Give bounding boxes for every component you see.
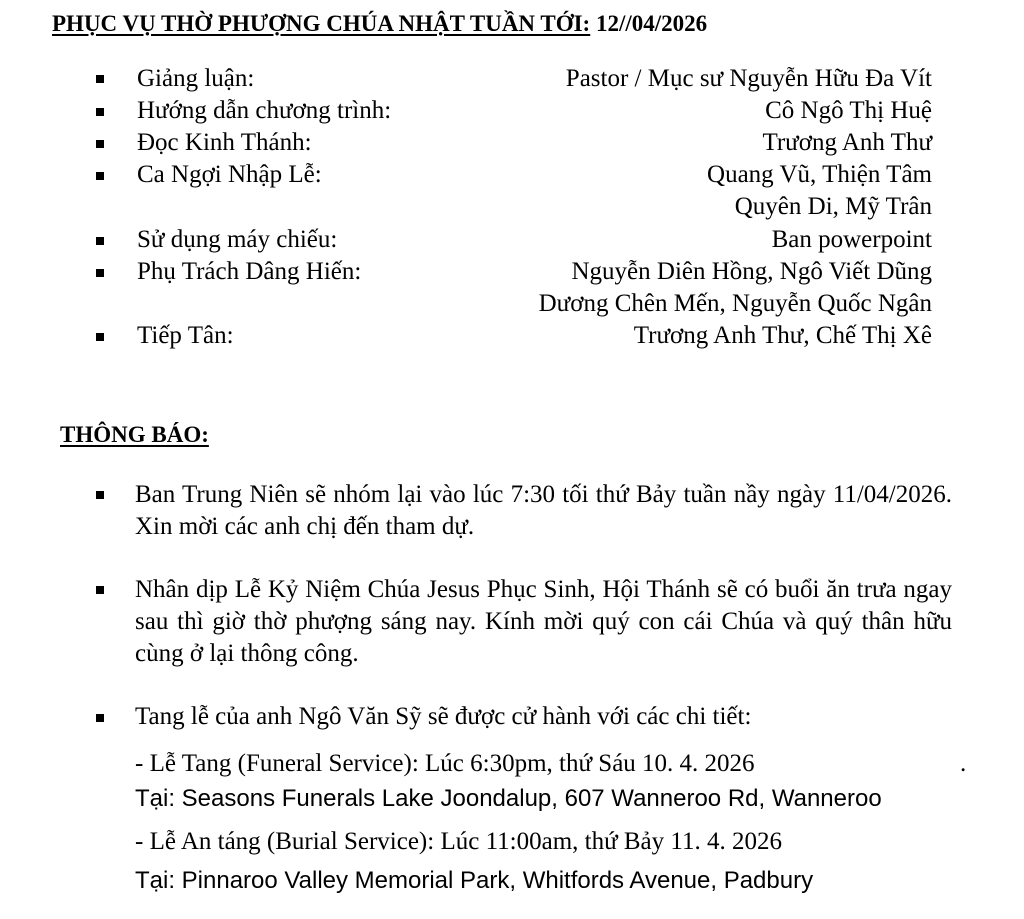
service-heading-label: PHỤC VỤ THỜ PHƯỢNG CHÚA NHẬT TUẦN TỚI: bbox=[52, 11, 591, 36]
burial-service-place: Tại: Pinnaroo Valley Memorial Park, Whitfords Avenue, Padbury bbox=[135, 867, 814, 894]
role-value: Dương Chên Mến, Nguyễn Quốc Ngân bbox=[538, 290, 932, 317]
role-value: Cô Ngô Thị Huệ bbox=[765, 97, 932, 124]
role-value: Trương Anh Thư, Chế Thị Xê bbox=[633, 322, 932, 349]
announcements-heading-label: THÔNG BÁO: bbox=[60, 422, 209, 447]
bullet-icon bbox=[96, 714, 104, 722]
funeral-service-trailing: . bbox=[960, 750, 967, 777]
bullet-icon bbox=[96, 333, 104, 341]
role-label: Ca Ngợi Nhập Lễ: bbox=[137, 161, 322, 188]
announcement-item: Ban Trung Niên sẽ nhóm lại vào lúc 7:30 tối thứ Bảy tuần nầy ngày 11/04/2026. Xin mời các anh chị đến tham dự. bbox=[135, 481, 952, 540]
role-value: Pastor / Mục sư Nguyễn Hữu Đa Vít bbox=[565, 65, 932, 92]
funeral-service-line: - Lễ Tang (Funeral Service): Lúc 6:30pm, thứ Sáu 10. 4. 2026 bbox=[135, 750, 755, 777]
role-label: Giảng luận: bbox=[137, 65, 255, 92]
bullet-icon bbox=[96, 586, 104, 594]
role-value: Ban powerpoint bbox=[771, 226, 932, 253]
announcement-item: Tang lễ của anh Ngô Văn Sỹ sẽ được cử hành với các chi tiết: bbox=[135, 703, 752, 730]
bullet-icon bbox=[96, 140, 104, 148]
bullet-icon bbox=[96, 269, 104, 277]
role-value: Nguyễn Diên Hồng, Ngô Viết Dũng bbox=[571, 258, 932, 285]
announcement-item: Nhân dịp Lễ Kỷ Niệm Chúa Jesus Phục Sinh, Hội Thánh sẽ có buổi ăn trưa ngay sau thì giờ thờ phượng sáng nay. Kính mời quý con cái Chúa và quý thân hữu cùng ở lại thông công. bbox=[135, 576, 952, 667]
role-label: Đọc Kinh Thánh: bbox=[137, 129, 312, 156]
role-value: Trương Anh Thư bbox=[762, 129, 932, 156]
bullet-icon bbox=[96, 108, 104, 116]
role-label: Sử dụng máy chiếu: bbox=[137, 226, 338, 253]
role-label: Hướng dẫn chương trình: bbox=[137, 97, 392, 124]
funeral-service-place: Tại: Seasons Funerals Lake Joondalup, 607 Wanneroo Rd, Wanneroo bbox=[135, 785, 882, 812]
service-heading bbox=[52, 11, 707, 37]
service-heading-date: 12//04/2026 bbox=[595, 11, 708, 36]
bullet-icon bbox=[96, 491, 104, 499]
bullet-icon bbox=[96, 75, 104, 83]
role-value: Quyên Di, Mỹ Trân bbox=[734, 193, 932, 220]
role-value: Quang Vũ, Thiện Tâm bbox=[707, 161, 932, 188]
announcements-heading bbox=[60, 422, 209, 448]
bullet-icon bbox=[96, 172, 104, 180]
burial-service-line: - Lễ An táng (Burial Service): Lúc 11:00am, thứ Bảy 11. 4. 2026 bbox=[135, 828, 782, 855]
role-label: Phụ Trách Dâng Hiến: bbox=[137, 258, 362, 285]
bullet-icon bbox=[96, 237, 104, 245]
role-label: Tiếp Tân: bbox=[137, 322, 234, 349]
